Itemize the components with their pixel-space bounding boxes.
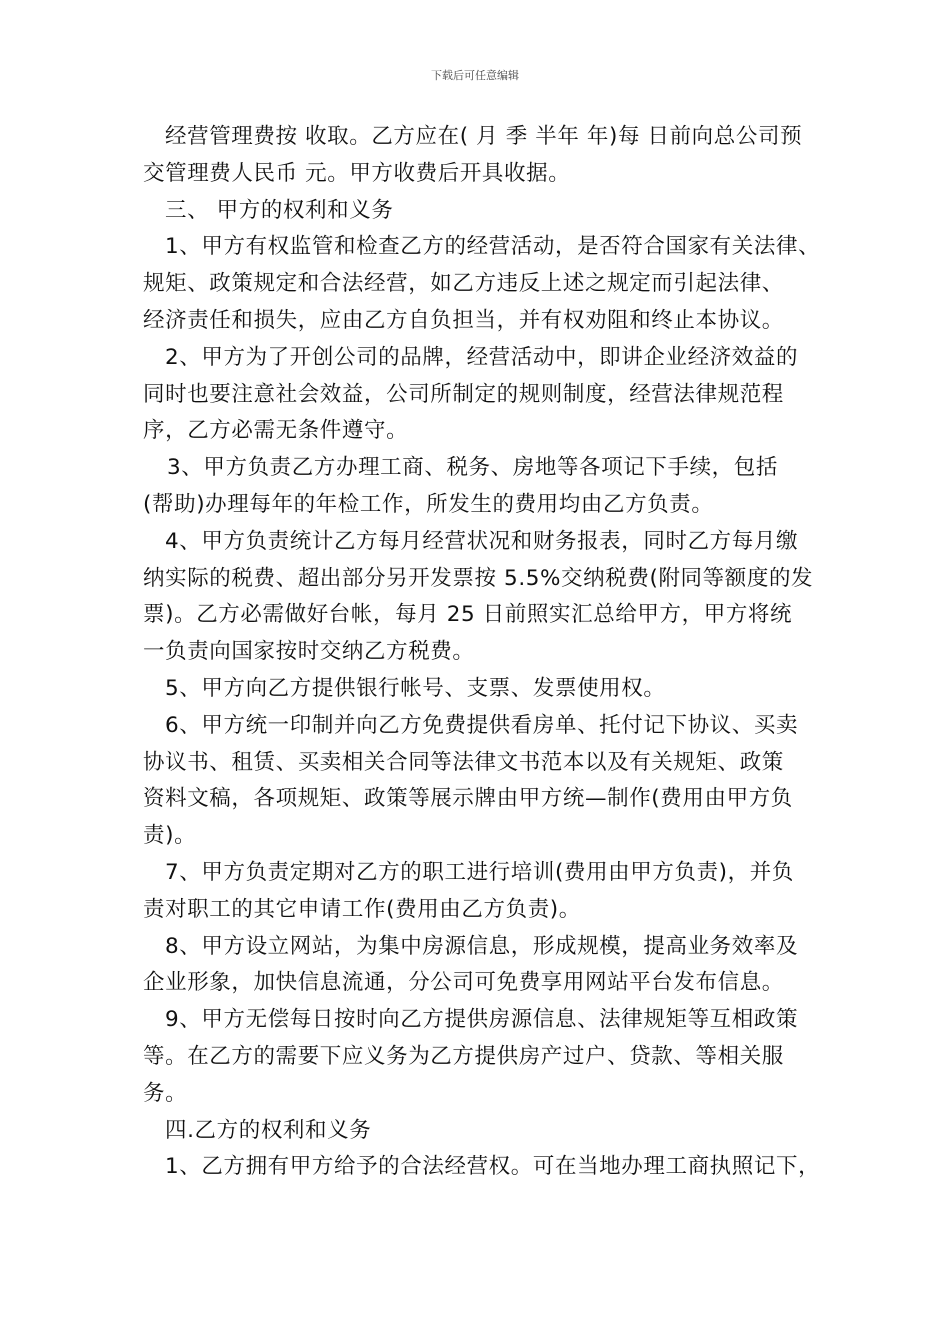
text-line: 序，乙方必需无条件遵守。 xyxy=(143,418,409,444)
text-line: 票)。乙方必需做好台帐，每月 25 日前照实汇总给甲方，甲方将统 xyxy=(143,602,793,628)
section-heading: 四.乙方的权利和义务 xyxy=(165,1117,372,1143)
text-line: 3、甲方负责乙方办理工商、税务、房地等各项记下手续，包括 xyxy=(167,455,778,481)
text-line: 资料文稿，各项规矩、政策等展示牌由甲方统—制作(费用由甲方负 xyxy=(143,786,793,812)
page-header: 下载后可任意编辑 xyxy=(431,69,519,82)
document-body xyxy=(143,119,833,1186)
text-line: 企业形象，加快信息流通，分公司可免费享用网站平台发布信息。 xyxy=(143,970,784,996)
text-line: 协议书、租赁、买卖相关合同等法律文书范本以及有关规矩、政策 xyxy=(143,749,784,775)
text-line: 一负责向国家按时交纳乙方税费。 xyxy=(143,639,475,665)
text-line: 务。 xyxy=(143,1080,188,1106)
section-heading: 三、 甲方的权利和义务 xyxy=(165,197,394,223)
text-line: 等。在乙方的需要下应义务为乙方提供房产过户、贷款、等相关服 xyxy=(143,1043,784,1069)
text-line: 7、甲方负责定期对乙方的职工进行培训(费用由甲方负责)，并负 xyxy=(165,859,794,885)
text-line: 1、甲方有权监管和检查乙方的经营活动，是否符合国家有关法律、 xyxy=(165,234,821,260)
text-line: 2、甲方为了开创公司的品牌，经营活动中，即讲企业经济效益的 xyxy=(165,344,799,370)
text-line: 责)。 xyxy=(143,823,197,849)
text-line: (帮助)办理每年的年检工作，所发生的费用均由乙方负责。 xyxy=(143,491,714,517)
text-line: 经营管理费按 收取。乙方应在( 月 季 半年 年)每 日前向总公司预 xyxy=(165,124,803,149)
text-line: 1、乙方拥有甲方给予的合法经营权。可在当地办理工商执照记下， xyxy=(165,1154,821,1180)
text-line: 纳实际的税费、超出部分另开发票按 5.5%交纳税费(附同等额度的发 xyxy=(143,565,814,591)
text-line: 规矩、政策规定和合法经营，如乙方违反上述之规定而引起法律、 xyxy=(143,271,784,297)
text-line: 5、甲方向乙方提供银行帐号、支票、发票使用权。 xyxy=(165,675,666,701)
text-line: 经济责任和损失，应由乙方自负担当，并有权劝阻和终止本协议。 xyxy=(143,307,784,333)
text-line: 同时也要注意社会效益，公司所制定的规则制度，经营法律规范程 xyxy=(143,381,784,407)
text-line: 4、甲方负责统计乙方每月经营状况和财务报表，同时乙方每月缴 xyxy=(165,528,799,554)
text-line: 8、甲方设立网站，为集中房源信息，形成规模，提高业务效率及 xyxy=(165,933,799,959)
text-line: 交管理费人民币 元。甲方收费后开具收据。 xyxy=(143,160,571,186)
text-line: 6、甲方统一印制并向乙方免费提供看房单、托付记下协议、买卖 xyxy=(165,712,799,738)
text-line: 9、甲方无偿每日按时向乙方提供房源信息、法律规矩等互相政策 xyxy=(165,1007,799,1033)
text-line: 责对职工的其它申请工作(费用由乙方负责)。 xyxy=(143,896,581,922)
